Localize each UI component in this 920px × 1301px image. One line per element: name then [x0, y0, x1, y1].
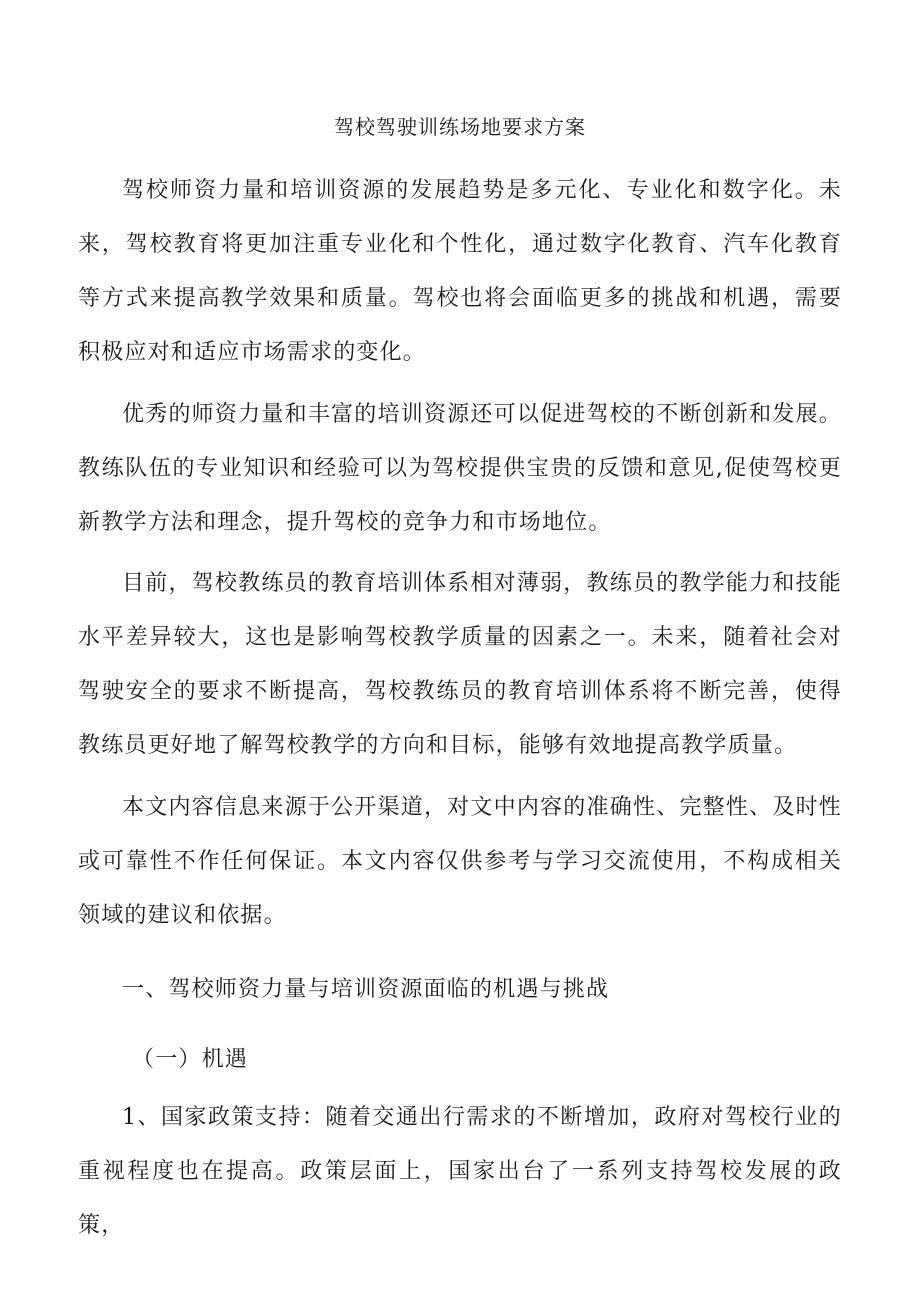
paragraph-coach-training: 目前，驾校教练员的教育培训体系相对薄弱，教练员的教学能力和技能水平差异较大，这也是影响驾校教学质量的因素之一。未来，随着社会对驾驶安全的要求不断提高，驾校教练员的教育培训体系将不断完善，使得教练员更好地了解驾校教学的方向和目标，能够有效地提高教学质量。	[78, 571, 842, 758]
document-title: 驾校驾驶训练场地要求方案	[334, 115, 586, 139]
paragraph-policy-support: 1、国家政策支持：随着交通出行需求的不断增加，政府对驾校行业的重视程度也在提高。政策层面上，国家出台了一系列支持驾校发展的政策，	[78, 1105, 842, 1238]
paragraph-disclaimer: 本文内容信息来源于公开渠道，对文中内容的准确性、完整性、及时性或可靠性不作任何保证。本文内容仅供参考与学习交流使用，不构成相关领域的建议和依据。	[78, 795, 842, 928]
paragraph-development-trend: 驾校师资力量和培训资源的发展趋势是多元化、专业化和数字化。未来，驾校教育将更加注重专业化和个性化，通过数字化教育、汽车化教育等方式来提高教学效果和质量。驾校也将会面临更多的挑战和机遇，需要积极应对和适应市场需求的变化。	[78, 178, 842, 365]
section-heading: 一、驾校师资力量与培训资源面临的机遇与挑战	[122, 977, 610, 1002]
paragraph-teacher-resources: 优秀的师资力量和丰富的培训资源还可以促进驾校的不断创新和发展。教练队伍的专业知识和经验可以为驾校提供宝贵的反馈和意见,促使驾校更新教学方法和理念，提升驾校的竞争力和市场地位。	[78, 402, 842, 535]
subsection-heading: （一）机遇	[132, 1047, 249, 1072]
